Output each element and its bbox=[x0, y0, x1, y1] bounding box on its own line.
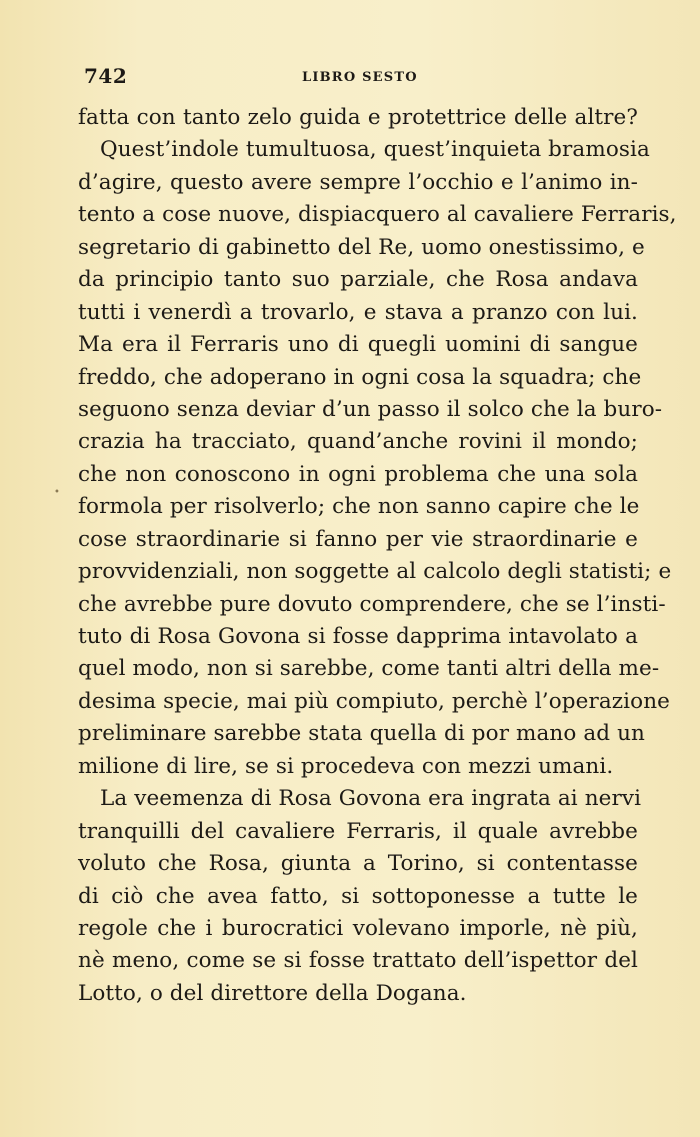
text-line: preliminare sarebbe stata quella di por mano ad un bbox=[78, 721, 645, 747]
text-line: formola per risolverlo; che non sanno capire che le bbox=[78, 494, 640, 520]
page-number: 742 bbox=[84, 64, 128, 88]
text-line: tuto di Rosa Govona si fosse dapprima intavolato a bbox=[78, 624, 638, 649]
text-line: milione di lire, se si procedeva con mezzi umani. bbox=[78, 753, 614, 779]
text-line: La veemenza di Rosa Govona era ingrata ai nervi bbox=[100, 786, 642, 812]
text-line: quel modo, non si sarebbe, come tanti altri della me- bbox=[78, 656, 660, 682]
text-line: da principio tanto suo parziale, che Rosa andava bbox=[78, 267, 638, 293]
running-title: LIBRO SESTO bbox=[302, 70, 418, 85]
text-line: desima specie, mai più compiuto, perchè l’operazione bbox=[78, 688, 670, 714]
text-line: Quest’indole tumultuosa, quest’inquieta bramosia bbox=[100, 137, 650, 163]
text-line: cose straordinarie si fanno per vie straordinarie e bbox=[78, 526, 638, 552]
text-line: di ciò che avea fatto, si sottoponesse a tutte le bbox=[78, 883, 638, 909]
page-header bbox=[84, 64, 636, 94]
text-line: voluto che Rosa, giunta a Torino, si contentasse bbox=[78, 851, 638, 877]
margin-mark: • bbox=[54, 487, 60, 498]
text-line: provvidenziali, non soggette al calcolo degli statisti; e bbox=[78, 559, 672, 585]
text-line: tranquilli del cavaliere Ferraris, il quale avrebbe bbox=[78, 818, 638, 844]
body-text bbox=[78, 102, 677, 1010]
text-line: d’agire, questo avere sempre l’occhio e l’animo in- bbox=[78, 169, 638, 195]
text-line: regole che i burocratici volevano imporle, nè più, bbox=[78, 915, 638, 941]
text-line: Lotto, o del direttore della Dogana. bbox=[78, 980, 467, 1006]
text-line: nè meno, come se si fosse trattato dell’ispettor del bbox=[78, 948, 638, 974]
text-line: fatta con tanto zelo guida e protettrice delle altre? bbox=[78, 105, 638, 130]
text-line: che non conoscono in ogni problema che una sola bbox=[78, 461, 638, 487]
text-line: segretario di gabinetto del Re, uomo onestissimo, e bbox=[78, 234, 645, 260]
text-line: freddo, che adoperano in ogni cosa la squadra; che bbox=[78, 364, 642, 390]
text-line: seguono senza deviar d’un passo il solco che la buro- bbox=[78, 396, 663, 422]
text-line: che avrebbe pure dovuto comprendere, che se l’insti- bbox=[78, 591, 666, 617]
text-line: tento a cose nuove, dispiacquero al cavaliere Ferraris, bbox=[78, 202, 677, 228]
text-line: Ma era il Ferraris uno di quegli uomini di sangue bbox=[78, 332, 638, 358]
text-line: tutti i venerdì a trovarlo, e stava a pranzo con lui. bbox=[78, 299, 638, 325]
text-line: crazia ha tracciato, quand’anche rovini il mondo; bbox=[78, 429, 638, 455]
